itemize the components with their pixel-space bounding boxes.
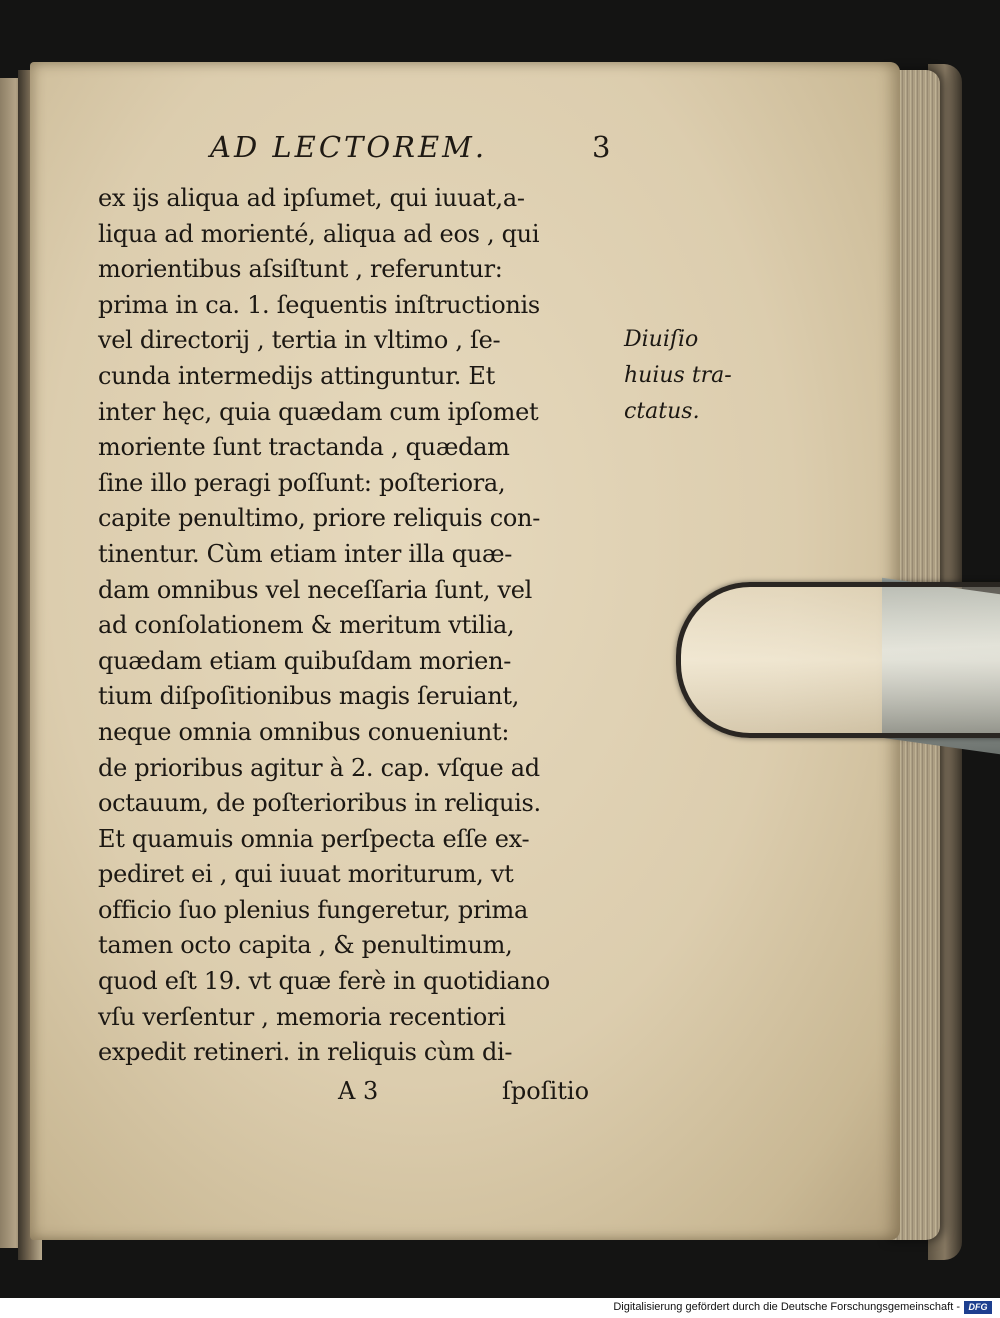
text-line: morientibus aſsiſtunt , referuntur: (98, 255, 503, 284)
text-line: octauum, de poſterioribus in reliquis. (98, 789, 541, 818)
text-line: quædam etiam quibuſdam morien- (98, 646, 512, 675)
dfg-logo-icon[interactable]: DFG (964, 1301, 992, 1314)
text-line: capite penultimo, priore reliquis con- (98, 504, 540, 533)
signature-mark: A 3 (338, 1077, 379, 1105)
text-line: Et quamuis omnia perſpecta eſſe ex- (98, 824, 530, 853)
marginal-note-line: ctatus. (624, 399, 700, 424)
text-line: dam omnibus vel neceſſaria ſunt, vel (98, 575, 533, 604)
text-line: officio ſuo plenius fungeretur, prima (98, 895, 528, 924)
signature-line (98, 1077, 618, 1113)
text-line: inter hęc, quia quædam cum ipſomet (98, 397, 539, 426)
text-line: prima in ca. 1. ſequentis inſtructionis (98, 290, 540, 319)
running-head-title: AD LECTOREM. (210, 130, 488, 164)
page-clip (676, 582, 1000, 738)
marginal-note-line: huius tra- (624, 363, 732, 388)
text-line: ad conſolationem & meritum vtilia, (98, 611, 515, 640)
text-line: cunda intermedijs attinguntur. Et (98, 361, 495, 390)
marginal-note-line: Diuiſio (624, 327, 699, 352)
text-line: expedit retineri. in reliquis cùm di- (98, 1038, 513, 1067)
text-line: pediret ei , qui iuuat moriturum, vt (98, 860, 514, 889)
footer-bar (0, 1298, 1000, 1318)
text-line: tinentur. Cùm etiam inter illa quæ- (98, 539, 513, 568)
body-text (98, 181, 618, 1071)
running-head (190, 124, 630, 172)
text-line: ſine illo peragi poſſunt: poſteriora, (98, 468, 506, 497)
footer-credit: Digitalisierung gefördert durch die Deutsche Forschungsgemeinschaft - (613, 1301, 960, 1313)
text-line: ex ijs aliqua ad ipſumet, qui iuuat,a- (98, 184, 525, 212)
text-line: moriente ſunt tractanda , quædam (98, 433, 510, 462)
text-line: quod eſt 19. vt quæ ferè in quotidiano (98, 967, 550, 996)
text-line: de prioribus agitur à 2. cap. vſque ad (98, 753, 540, 782)
catchword: ſpoſitio (502, 1077, 590, 1105)
text-line: vel directorij , tertia in vltimo , ſe- (98, 326, 501, 355)
text-line: tium diſpoſitionibus magis ſeruiant, (98, 682, 520, 711)
text-line: liqua ad morienté, aliqua ad eos , qui (98, 219, 540, 248)
page-number: 3 (592, 130, 614, 164)
marginal-note (624, 322, 774, 430)
text-line: neque omnia omnibus conueniunt: (98, 717, 510, 746)
text-line: tamen octo capita , & penultimum, (98, 931, 513, 960)
text-line: vſu verſentur , memoria recentiori (98, 1002, 506, 1031)
